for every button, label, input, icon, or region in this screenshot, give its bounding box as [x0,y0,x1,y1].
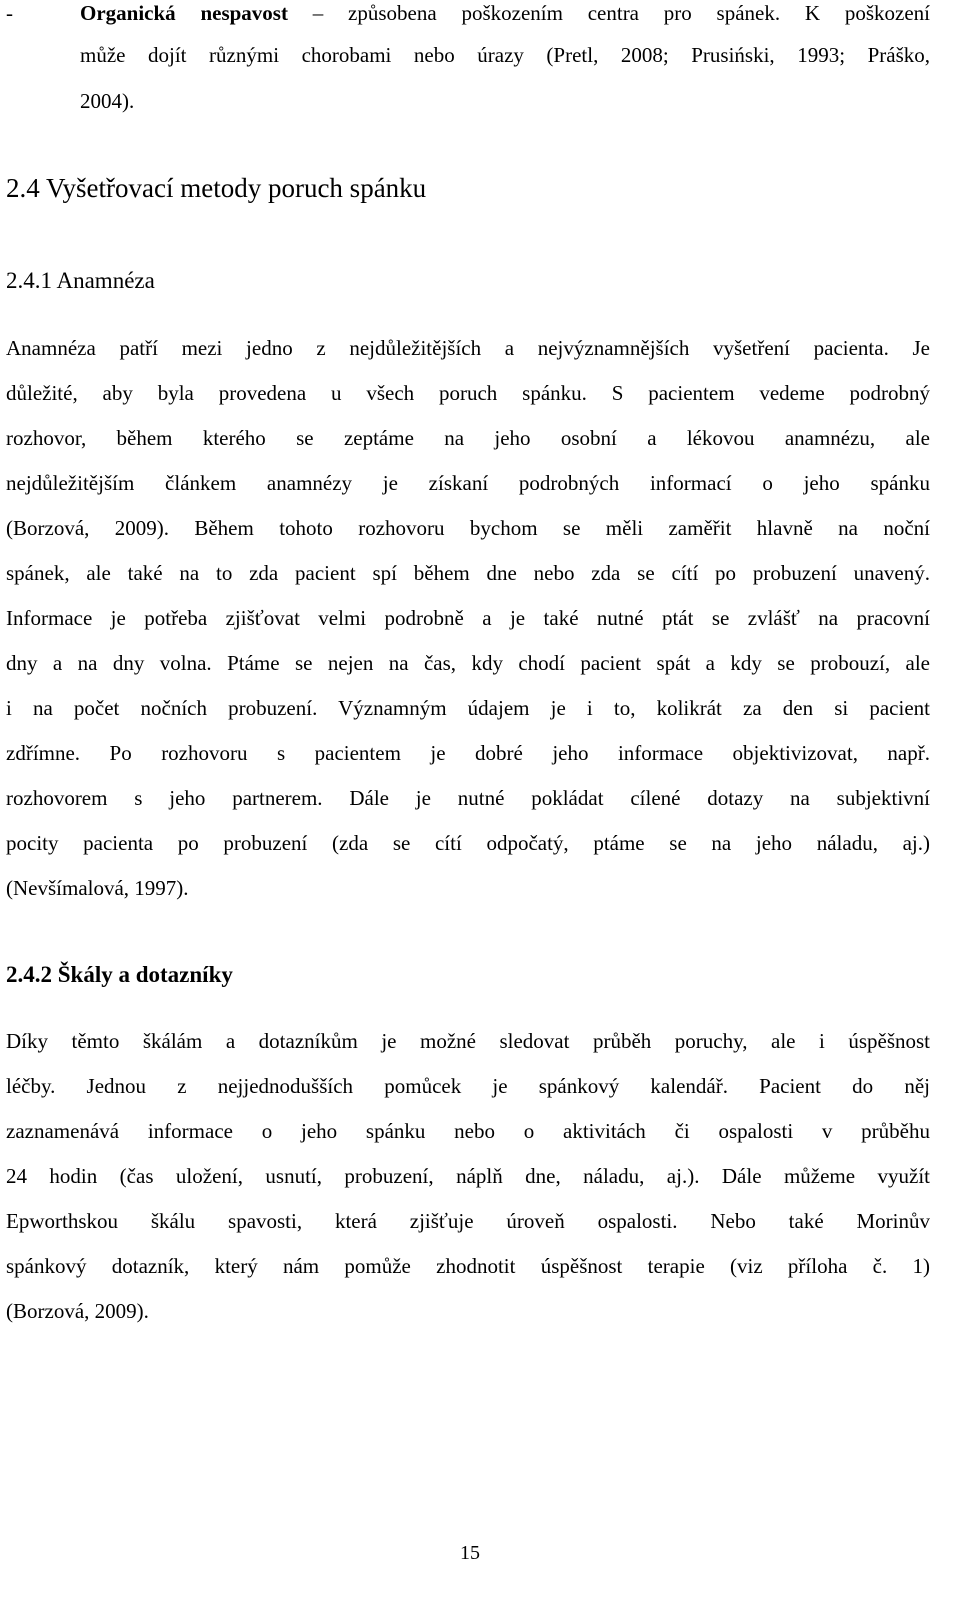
section-heading-2-4-1: 2.4.1 Anamnéza [6,268,155,293]
paragraph-line: rozhovorem s jeho partnerem. Dále je nutné pokládat cílené dotazy na subjektivní [6,786,930,810]
paragraph-line: pocity pacienta po probuzení (zda se cítí odpočatý, ptáme se na jeho náladu, aj.) [6,831,930,855]
paragraph-line: i na počet nočních probuzení. Významným údajem je i to, kolikrát za den si pacient [6,696,930,720]
bullet-line-1-rest: – způsobena poškozením centra pro spánek. K poškození [287,1,930,25]
paragraph-line: (Borzová, 2009). [6,1299,149,1323]
paragraph-line: léčby. Jednou z nejjednodušších pomůcek je spánkový kalendář. Pacient do něj [6,1074,930,1098]
bullet-term: Organická nespavost [80,1,288,25]
paragraph-line: nejdůležitějším článkem anamnézy je získaní podrobných informací o jeho spánku [6,471,930,495]
section-heading-2-4-2: 2.4.2 Škály a dotazníky [6,962,233,987]
paragraph-line: Díky těmto škálám a dotazníkům je možné sledovat průběh poruchy, ale i úspěšnost [6,1029,930,1053]
bullet-line-3: 2004). [80,89,135,113]
bullet-item [0,0,960,113]
bullet-dash: - [6,1,13,25]
paragraph-line: důležité, aby byla provedena u všech poruch spánku. S pacientem vedeme podrobný [6,381,930,405]
paragraph-line: spánek, ale také na to zda pacient spí během dne nebo zda se cítí po probuzení unavený. [6,561,930,585]
paragraph-line: Epworthskou škálu spavosti, která zjišťuje úroveň ospalosti. Nebo také Morinův [6,1209,930,1233]
section-heading-2-4: 2.4 Vyšetřovací metody poruch spánku [6,173,427,203]
paragraph-line: rozhovor, během kterého se zeptáme na jeho osobní a lékovou anamnézu, ale [6,426,930,450]
paragraph-line: 24 hodin (čas uložení, usnutí, probuzení, náplň dne, náladu, aj.). Dále můžeme využít [6,1164,930,1188]
paragraph-line: Anamnéza patří mezi jedno z nejdůležitějších a nejvýznamnějších vyšetření pacienta. Je [6,336,930,360]
bullet-line-2: může dojít různými chorobami nebo úrazy (Pretl, 2008; Prusiński, 1993; Práško, [80,43,930,67]
paragraph-line: zaznamenává informace o jeho spánku nebo o aktivitách či ospalosti v průběhu [6,1119,930,1143]
paragraph-line: dny a na dny volna. Ptáme se nejen na čas, kdy chodí pacient spát a kdy se probouzí, ale [6,651,930,675]
paragraph-line: (Nevšímalová, 1997). [6,876,189,900]
paragraph-line: Informace je potřeba zjišťovat velmi podrobně a je také nutné ptát se zvlášť na pracovní [6,606,930,630]
paragraph-line: spánkový dotazník, který nám pomůže zhodnotit úspěšnost terapie (viz příloha č. 1) [6,1254,930,1278]
paragraph-line: (Borzová, 2009). Během tohoto rozhovoru bychom se měli zaměřit hlavně na noční [6,516,930,540]
page-number: 15 [460,1542,480,1564]
paragraph-line: zdřímne. Po rozhovoru s pacientem je dobré jeho informace objektivizovat, např. [6,741,930,765]
bullet-line-1 [80,0,930,29]
